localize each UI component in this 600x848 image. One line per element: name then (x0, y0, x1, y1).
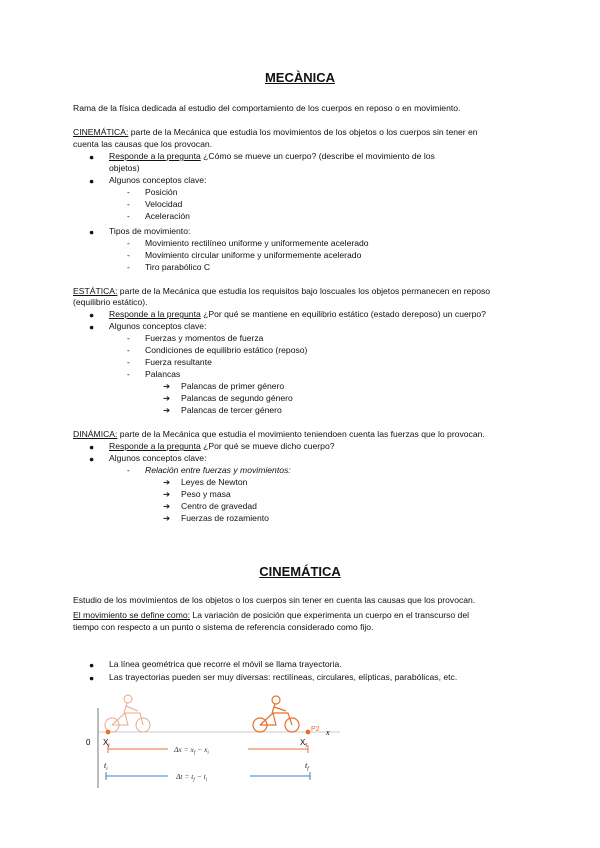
list-item: Palancas de tercer género (181, 405, 282, 415)
list-item: Fuerza resultante (145, 357, 212, 367)
cinematica-concepts-label: Algunos conceptos clave: (109, 175, 207, 185)
list-item: Palancas de primer género (181, 381, 285, 391)
list-item: Leyes de Newton (181, 477, 248, 487)
bullet: ● (89, 660, 95, 670)
estatica-paragraph: ESTÁTICA: parte de la Mecánica que estudia los requisitos bajo loscuales los objetos permanecen en reposo (73, 286, 491, 296)
bullet: ● (89, 152, 95, 162)
dinamica-heading: DINÁMICA: (73, 429, 118, 439)
tf-label: $t_f$ (305, 761, 309, 772)
list-item: Fuerzas y momentos de fuerza (145, 333, 264, 343)
bullet: ● (89, 310, 95, 320)
section-title: CINEMÁTICA (259, 564, 341, 579)
list-item: Las trayectorias pueden ser muy diversas: rectilíneas, circulares, elípticas, parabólicas, etc. (109, 672, 458, 682)
cinematica-types-label: Tipos de movimiento: (109, 226, 191, 236)
dt-label: $\Delta t = t_f - t_i$ (176, 772, 208, 783)
estatica-paragraph-2: (equilibrio estático). (73, 297, 148, 307)
bullet: ● (89, 442, 95, 452)
list-item: La línea geométrica que recorre el móvil se llama trayectoria. (109, 659, 342, 669)
p2-label: P2 (311, 726, 320, 733)
list-item: Condiciones de equilibrio estático (reposo) (145, 345, 308, 355)
origin-label: 0 (86, 738, 91, 747)
arrow-right-icon: ➔ (163, 489, 171, 499)
estatica-concepts-label: Algunos conceptos clave: (109, 321, 207, 331)
bike-left-icon (105, 695, 150, 732)
cinematica-question: Responde a la pregunta ¿Cómo se mueve un cuerpo? (describe el movimiento de los (109, 151, 435, 161)
xi-label: $X_i$ (103, 738, 110, 749)
list-item: Tiro parabólico C (145, 262, 211, 272)
list-item: Relación entre fuerzas y movimientos: (145, 465, 291, 475)
definition-paragraph-2: tiempo con respecto a un punto o sistema de referencia considerado como fijo. (73, 622, 374, 632)
bullet: ● (89, 176, 95, 186)
list-item: Peso y masa (181, 489, 231, 499)
arrow-right-icon: ➔ (163, 501, 171, 511)
estatica-heading: ESTÁTICA: (73, 286, 118, 296)
list-item: Velocidad (145, 199, 183, 209)
cinematica-intro: Estudio de los movimientos de los objetos o los cuerpos sin tener en cuenta las causas que los provocan. (73, 595, 476, 605)
list-item: Movimiento circular uniforme y uniformemente acelerado (145, 250, 362, 260)
arrow-right-icon: ➔ (163, 405, 171, 415)
dinamica-paragraph: DINÁMICA: parte de la Mecánica que estudia el movimiento teniendoen cuenta las fuerzas que lo provocan. (73, 429, 485, 439)
estatica-question: Responde a la pregunta ¿Por qué se mantiene en equilibrio estático (estado dereposo) un cuerpo? (109, 309, 486, 319)
list-item: Palancas de segundo género (181, 393, 293, 403)
dinamica-question: Responde a la pregunta ¿Por qué se mueve dicho cuerpo? (109, 441, 335, 451)
end-point (306, 730, 311, 735)
list-item: Aceleración (145, 211, 190, 221)
list-item: Palancas (145, 369, 181, 379)
arrow-right-icon: ➔ (163, 393, 171, 403)
cinematica-question-2: objetos) (109, 163, 140, 173)
arrow-right-icon: ➔ (163, 381, 171, 391)
list-item: Centro de gravedad (181, 501, 257, 511)
cinematica-paragraph: CINEMÁTICA: parte de la Mecánica que estudia los movimientos de los objetos o los cuerpos sin tener en (73, 127, 478, 137)
bullet: ● (89, 227, 95, 237)
page-title: MECÀNICA (264, 70, 336, 85)
dx-label: $\Delta x = x_f - x_i$ (174, 745, 209, 756)
bike-right-icon (253, 696, 299, 732)
start-point (106, 730, 111, 735)
list-item: Fuerzas de rozamiento (181, 513, 269, 523)
definition-paragraph: El movimiento se define como: La variación de posición que experimenta un cuerpo en el transcurso del (73, 610, 470, 620)
cinematica-heading: CINEMÁTICA: (73, 127, 129, 137)
intro-text: Rama de la física dedicada al estudio del comportamiento de los cuerpos en reposo o en movimiento. (73, 103, 461, 113)
ti-label: $t_i$ (104, 761, 108, 772)
axis-label: x (326, 728, 330, 737)
bullet: ● (89, 322, 95, 332)
list-item: Posición (145, 187, 178, 197)
bullet: ● (89, 454, 95, 464)
dinamica-concepts-label: Algunos conceptos clave: (109, 453, 207, 463)
xf-label: $X_f$ (300, 738, 307, 749)
cinematica-paragraph-2: cuenta las causas que los provocan. (73, 139, 213, 149)
bullet: ● (89, 673, 95, 683)
arrow-right-icon: ➔ (163, 513, 171, 523)
arrow-right-icon: ➔ (163, 477, 171, 487)
list-item: Movimiento rectilíneo uniforme y uniformemente acelerado (145, 238, 369, 248)
